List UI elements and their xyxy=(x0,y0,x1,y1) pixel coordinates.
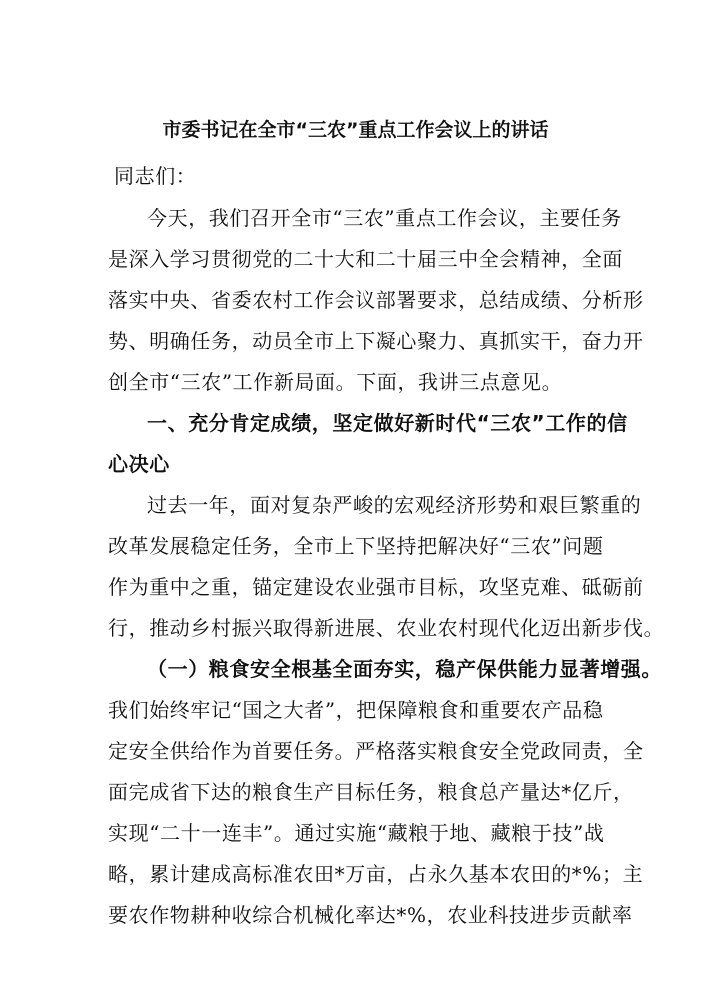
section-paragraph-line: 改革发展稳定任务，全市上下坚持把解决好“三农”问题 xyxy=(108,534,604,558)
subsection-paragraph-line: 我们始终牢记“国之大者”，把保障粮食和重要农产品稳 xyxy=(108,698,604,722)
document-title: 市委书记在全市“三农”重点工作会议上的讲话 xyxy=(162,119,549,141)
intro-line: 今天，我们召开全市“三农”重点工作会议，主要任务 xyxy=(147,206,622,230)
greeting: 同志们： xyxy=(114,164,197,188)
section-paragraph-line: 作为重中之重，锚定建设农业强市目标，攻坚克难、砥砺前 xyxy=(108,575,644,599)
subsection-paragraph-line: 要农作物耕种收综合机械化率达*%，农业科技进步贡献率 xyxy=(108,903,633,927)
section-heading: 心决心 xyxy=(108,452,170,476)
section-heading: 一、充分肯定成绩，坚定做好新时代“三农”工作的信 xyxy=(147,411,628,435)
subsection-paragraph-line: 定安全供给作为首要任务。严格落实粮食安全党政同责，全 xyxy=(108,739,644,763)
subsection-heading: （一）粮食安全根基全面夯实，稳产保供能力显著增强。 xyxy=(147,657,662,681)
intro-line: 势、明确任务，动员全市上下凝心聚力、真抓实干，奋力开 xyxy=(108,329,644,353)
intro-line: 是深入学习贯彻党的二十大和二十届三中全会精神，全面 xyxy=(108,247,623,271)
subsection-paragraph-line: 实现“二十一连丰”。通过实施“藏粮于地、藏粮于技”战 xyxy=(108,821,605,845)
intro-line: 落实中央、省委农村工作会议部署要求，总结成绩、分析形 xyxy=(108,288,644,312)
subsection-paragraph-line: 面完成省下达的粮食生产目标任务，粮食总产量达*亿斤， xyxy=(108,780,634,804)
section-paragraph-line: 过去一年，面对复杂严峻的宏观经济形势和艰巨繁重的 xyxy=(147,493,642,517)
intro-line: 创全市“三农”工作新局面。下面，我讲三点意见。 xyxy=(108,370,563,394)
section-paragraph-line: 行，推动乡村振兴取得新进展、农业农村现代化迈出新步伐。 xyxy=(108,616,665,640)
subsection-paragraph-line: 略，累计建成高标准农田*万亩，占永久基本农田的*%；主 xyxy=(108,862,644,886)
